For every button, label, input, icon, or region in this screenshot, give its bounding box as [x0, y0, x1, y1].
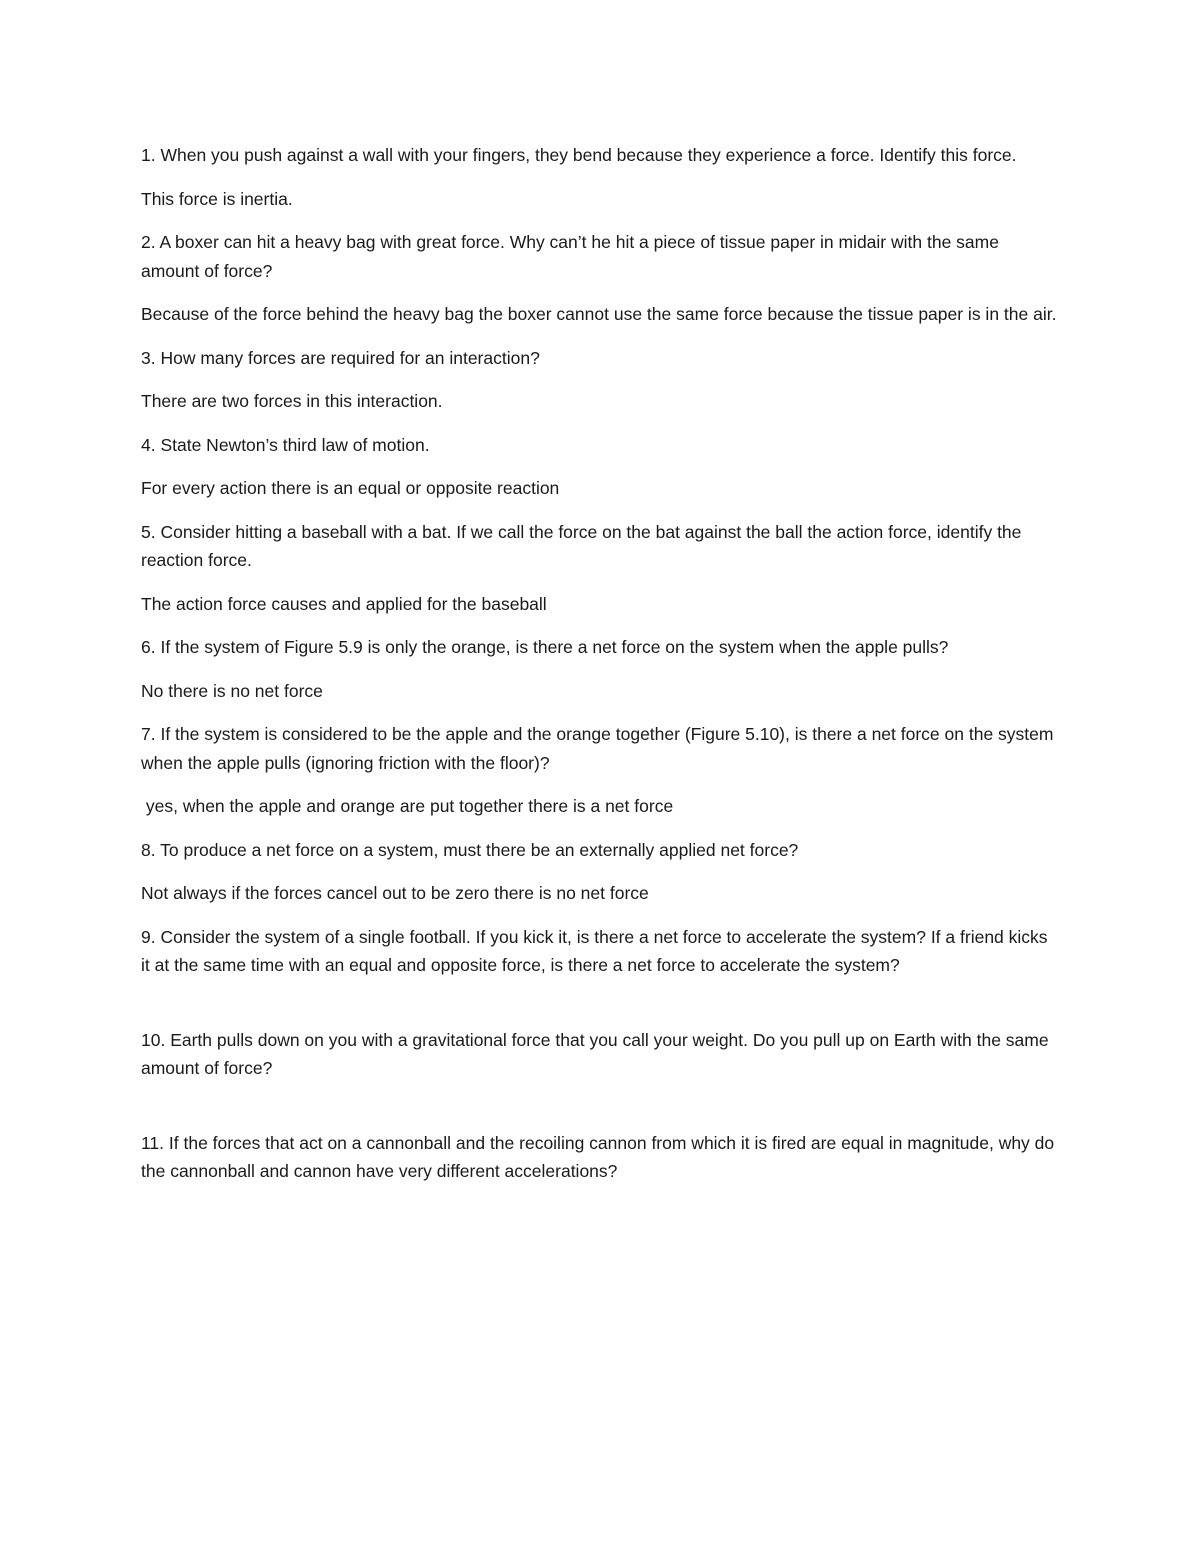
answer-6: No there is no net force [141, 680, 323, 701]
question-1: 1. When you push against a wall with your fingers, they bend because they experience a force. Identify this force. [141, 145, 1017, 165]
question-8: 8. To produce a net force on a system, must there be an externally applied net force? [141, 839, 799, 860]
answer-3: There are two forces in this interaction. [141, 391, 443, 411]
question-3: 3. How many forces are required for an interaction? [141, 347, 540, 368]
answer-7: yes, when the apple and orange are put together there is a net force [141, 796, 674, 816]
document-body [141, 141, 1061, 1201]
answer-8: Not always if the forces cancel out to be zero there is no net force [141, 883, 649, 903]
question-4: 4. State Newton’s third law of motion. [141, 434, 430, 455]
answer-5: The action force causes and applied for the baseball [141, 593, 547, 614]
answer-4: For every action there is an equal or opposite reaction [141, 478, 560, 498]
question-5: 5. Consider hitting a baseball with a bat. If we call the force on the bat against the ball the action force, identify the reaction force. [141, 521, 1022, 570]
answer-1: This force is inertia. [141, 188, 293, 209]
answer-2: Because of the force behind the heavy bag the boxer cannot use the same force because the tissue paper is in the air. [141, 304, 1057, 324]
question-2: 2. A boxer can hit a heavy bag with great force. Why can’t he hit a piece of tissue paper in midair with the same amount of force? [141, 232, 999, 281]
question-10: 10. Earth pulls down on you with a gravitational force that you call your weight. Do you pull up on Earth with the same amount of force? [141, 1029, 1049, 1078]
question-6: 6. If the system of Figure 5.9 is only the orange, is there a net force on the system when the apple pulls? [141, 637, 949, 657]
question-9: 9. Consider the system of a single football. If you kick it, is there a net force to accelerate the system? If a friend kicks it at the same time with an equal and opposite force, is there a net force to accelerate the system? [141, 926, 1048, 975]
question-7: 7. If the system is considered to be the apple and the orange together (Figure 5.10), is there a net force on the system when the apple pulls (ignoring friction with the floor)? [141, 724, 1054, 773]
question-11: 11. If the forces that act on a cannonball and the recoiling cannon from which it is fired are equal in magnitude, why do the cannonball and cannon have very different accelerations? [141, 1132, 1055, 1181]
